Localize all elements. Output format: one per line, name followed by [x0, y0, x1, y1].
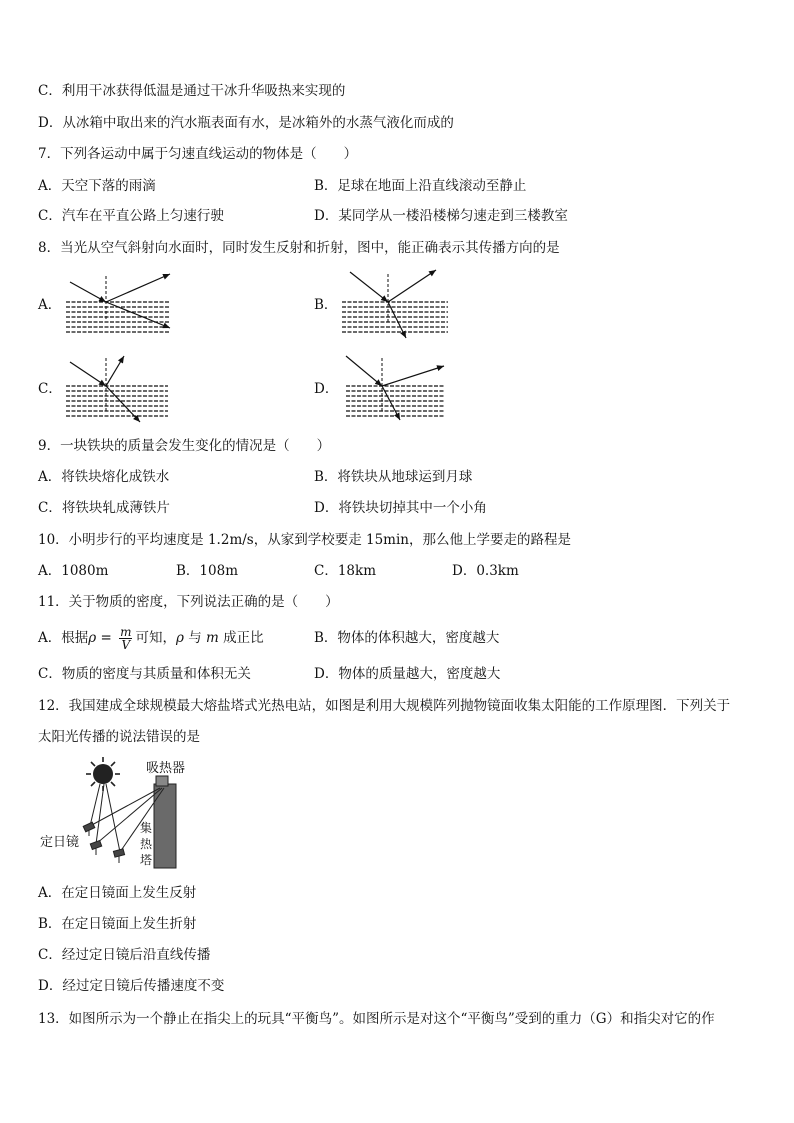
option-7d: D．某同学从一楼沿楼梯匀速走到三楼教室 — [314, 208, 568, 224]
tower-label-char: 热 — [140, 837, 153, 851]
option-11c: C．物质的密度与其质量和体积无关 — [38, 666, 251, 682]
option-8b-label: B． — [314, 297, 338, 313]
question-10-stem: 10．小明步行的平均速度是 1.2m/s，从家到学校要走 15min，那么他上学要走的路程是 — [38, 532, 571, 548]
option-7a: A．天空下落的雨滴 — [38, 178, 156, 194]
option-line: C．利用干冰获得低温是通过干冰升华吸热来实现的 — [38, 83, 346, 99]
question-8-stem: 8．当光从空气斜射向水面时，同时发生反射和折射，图中，能正确表示其传播方向的是 — [38, 240, 560, 256]
figure-8b — [340, 266, 452, 342]
option-12c: C．经过定日镜后沿直线传播 — [38, 947, 211, 963]
option-9c: C．将铁块轧成薄铁片 — [38, 500, 170, 516]
tower-label-char: 塔 — [140, 853, 153, 867]
option-11d: D．物体的质量越大，密度越大 — [314, 666, 501, 682]
option-11b: B．物体的体积越大，密度越大 — [314, 630, 500, 646]
question-7-stem: 7．下列各运动中属于匀速直线运动的物体是（ ） — [38, 146, 358, 162]
figure-8c — [62, 350, 174, 426]
equals-sign: = — [96, 630, 117, 646]
question-12-stem-cont: 太阳光传播的说法错误的是 — [38, 729, 200, 745]
option-10c: C．18km — [314, 563, 376, 579]
option-line: D．从冰箱中取出来的汽水瓶表面有水，是冰箱外的水蒸气液化而成的 — [38, 115, 454, 131]
option-11a-with: 与 — [183, 630, 207, 646]
option-7c: C．汽车在平直公路上匀速行驶 — [38, 208, 224, 224]
option-9a: A．将铁块熔化成铁水 — [38, 469, 170, 485]
figure-12-solar-tower — [36, 754, 236, 872]
option-11a-prefix: A．根据 — [38, 630, 89, 646]
rho-symbol: ρ — [175, 630, 184, 646]
fraction-m-over-v — [119, 626, 132, 651]
question-13-stem: 13．如图所示为一个静止在指尖上的玩具“平衡鸟”。如图所示是对这个“平衡鸟”受到的重力（G）和指尖对它的作 — [38, 1011, 715, 1027]
option-10d: D．0.3km — [452, 563, 519, 579]
option-8d-label: D． — [314, 381, 339, 397]
sun-icon — [86, 757, 120, 791]
option-8a-label: A． — [38, 297, 62, 313]
option-8c-label: C． — [38, 381, 62, 397]
question-12-stem: 12．我国建成全球规模最大熔盐塔式光热电站，如图是利用大规模阵列抛物镜面收集太阳能的工作原理图．下列关于 — [38, 698, 731, 714]
question-11-stem: 11．关于物质的密度，下列说法正确的是（ ） — [38, 594, 339, 610]
heliostat-label: 定日镜 — [40, 834, 80, 849]
rho-symbol: ρ — [88, 630, 97, 646]
figure-8d — [340, 350, 458, 426]
option-11a-mid: 可知， — [135, 630, 176, 646]
option-7b: B．足球在地面上沿直线滚动至静止 — [314, 178, 527, 194]
option-12a: A．在定日镜面上发生反射 — [38, 885, 197, 901]
option-9d: D．将铁块切掉其中一个小角 — [314, 500, 487, 516]
option-10b: B．108m — [176, 563, 238, 579]
option-10a: A．1080m — [38, 563, 109, 579]
absorber-label: 吸热器 — [146, 760, 186, 775]
figure-8a — [62, 268, 174, 340]
question-9-stem: 9．一块铁块的质量会发生变化的情况是（ ） — [38, 438, 331, 454]
fraction-denominator: V — [121, 638, 131, 652]
option-11a-suffix: 成正比 — [218, 630, 264, 646]
mass-symbol: m — [206, 630, 219, 646]
option-12d: D．经过定日镜后传播速度不变 — [38, 978, 225, 994]
option-11a — [38, 626, 264, 651]
option-12b: B．在定日镜面上发生折射 — [38, 916, 197, 932]
tower-label-char: 集 — [140, 821, 153, 835]
option-9b: B．将铁块从地球运到月球 — [314, 469, 473, 485]
fraction-numerator: m — [120, 625, 132, 639]
heat-collecting-tower — [154, 784, 176, 868]
